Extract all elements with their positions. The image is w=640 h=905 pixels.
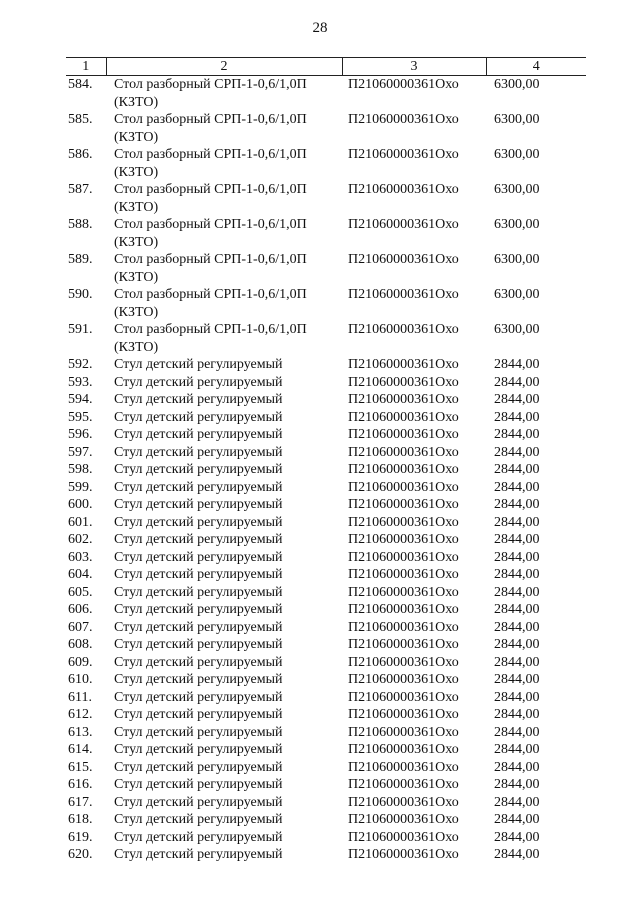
item-price: 2844,00: [494, 497, 540, 512]
column-header-1: 1: [66, 58, 106, 76]
row-number: 593.: [68, 374, 93, 390]
row-number: 597.: [68, 444, 93, 460]
item-price: 2844,00: [494, 619, 540, 635]
table-row: [66, 619, 586, 637]
item-code: П21060000361Охо: [348, 112, 459, 127]
item-name: Стул детский регулируемый: [114, 462, 283, 477]
row-number: 618.: [68, 812, 93, 827]
table-row: [66, 846, 586, 864]
row-number: 585.: [68, 112, 93, 127]
item-name: Стул детский регулируемый: [114, 724, 283, 740]
item-price: 2844,00: [494, 392, 540, 407]
table-row: [66, 794, 586, 812]
item-price: 2844,00: [494, 847, 540, 862]
table-row: [66, 514, 586, 532]
table-row: [66, 531, 586, 549]
item-name: Стул детский регулируемый: [114, 427, 283, 442]
item-code: П21060000361Охо: [348, 77, 459, 92]
table-row: [66, 724, 586, 742]
row-number: 596.: [68, 427, 93, 442]
item-price: 2844,00: [494, 514, 540, 530]
item-name: Стул детский регулируемый: [114, 567, 283, 582]
item-price: 2844,00: [494, 742, 540, 757]
table-body: [66, 76, 586, 864]
row-number: 587.: [68, 182, 93, 197]
item-code: П21060000361Охо: [348, 462, 459, 477]
row-number: 617.: [68, 794, 93, 810]
item-price: 6300,00: [494, 252, 540, 267]
item-name: Стул детский регулируемый: [114, 759, 283, 775]
row-number: 612.: [68, 707, 93, 722]
table-row: [66, 479, 586, 497]
table-row: [66, 444, 586, 462]
table-row: [66, 216, 586, 251]
table-row: [66, 111, 586, 146]
item-name: Стол разборный СРП-1-0,6/1,0П (КЗТО): [114, 287, 307, 320]
item-code: П21060000361Охо: [348, 602, 459, 617]
item-name: Стол разборный СРП-1-0,6/1,0П (КЗТО): [114, 217, 307, 250]
item-price: 6300,00: [494, 182, 540, 197]
item-name: Стул детский регулируемый: [114, 672, 283, 687]
item-price: 2844,00: [494, 794, 540, 810]
row-number: 609.: [68, 654, 93, 670]
table-row: [66, 706, 586, 724]
row-number: 591.: [68, 322, 93, 337]
item-price: 2844,00: [494, 427, 540, 442]
item-price: 6300,00: [494, 112, 540, 127]
item-code: П21060000361Охо: [348, 392, 459, 407]
page-number: 28: [312, 20, 328, 36]
row-number: 615.: [68, 759, 93, 775]
table-row: [66, 409, 586, 427]
row-number: 602.: [68, 532, 93, 547]
table-row: [66, 776, 586, 794]
row-number: 607.: [68, 619, 93, 635]
row-number: 586.: [68, 147, 93, 162]
row-number: 616.: [68, 777, 93, 792]
item-code: П21060000361Охо: [348, 584, 459, 600]
row-number: 600.: [68, 497, 93, 512]
table-row: [66, 829, 586, 847]
item-code: П21060000361Охо: [348, 409, 459, 425]
item-name: Стул детский регулируемый: [114, 637, 283, 652]
row-number: 599.: [68, 479, 93, 495]
item-price: 6300,00: [494, 287, 540, 302]
table-row: [66, 496, 586, 514]
table-row: [66, 759, 586, 777]
item-name: Стул детский регулируемый: [114, 357, 283, 372]
table-row: [66, 181, 586, 216]
table-row: [66, 566, 586, 584]
item-name: Стул детский регулируемый: [114, 514, 283, 530]
item-code: П21060000361Охо: [348, 514, 459, 530]
item-name: Стул детский регулируемый: [114, 532, 283, 547]
row-number: 595.: [68, 409, 93, 425]
item-price: 6300,00: [494, 147, 540, 162]
table-row: [66, 251, 586, 286]
item-code: П21060000361Охо: [348, 794, 459, 810]
item-price: 2844,00: [494, 759, 540, 775]
item-code: П21060000361Охо: [348, 252, 459, 267]
item-code: П21060000361Охо: [348, 567, 459, 582]
item-name: Стол разборный СРП-1-0,6/1,0П (КЗТО): [114, 112, 307, 145]
item-name: Стул детский регулируемый: [114, 392, 283, 407]
item-code: П21060000361Охо: [348, 672, 459, 687]
item-price: 2844,00: [494, 532, 540, 547]
item-price: 2844,00: [494, 602, 540, 617]
item-name: Стул детский регулируемый: [114, 549, 283, 565]
table-row: [66, 374, 586, 392]
item-code: П21060000361Охо: [348, 742, 459, 757]
item-code: П21060000361Охо: [348, 689, 459, 705]
item-price: 2844,00: [494, 812, 540, 827]
item-price: 2844,00: [494, 584, 540, 600]
row-number: 608.: [68, 637, 93, 652]
row-number: 589.: [68, 252, 93, 267]
item-code: П21060000361Охо: [348, 637, 459, 652]
item-price: 2844,00: [494, 707, 540, 722]
item-code: П21060000361Охо: [348, 147, 459, 162]
table-row: [66, 146, 586, 181]
item-price: 2844,00: [494, 462, 540, 477]
row-number: 601.: [68, 514, 93, 530]
item-price: 2844,00: [494, 777, 540, 792]
item-name: Стул детский регулируемый: [114, 497, 283, 512]
row-number: 594.: [68, 392, 93, 407]
row-number: 592.: [68, 357, 93, 372]
item-price: 6300,00: [494, 217, 540, 232]
item-price: 2844,00: [494, 689, 540, 705]
item-price: 6300,00: [494, 77, 540, 92]
item-price: 2844,00: [494, 549, 540, 565]
row-number: 614.: [68, 742, 93, 757]
item-code: П21060000361Охо: [348, 374, 459, 390]
item-name: Стул детский регулируемый: [114, 584, 283, 600]
item-price: 2844,00: [494, 567, 540, 582]
table-row: [66, 811, 586, 829]
item-code: П21060000361Охо: [348, 427, 459, 442]
table-row: [66, 426, 586, 444]
item-name: Стол разборный СРП-1-0,6/1,0П (КЗТО): [114, 182, 307, 215]
item-code: П21060000361Охо: [348, 479, 459, 495]
item-price: 2844,00: [494, 637, 540, 652]
item-name: Стол разборный СРП-1-0,6/1,0П (КЗТО): [114, 322, 307, 355]
item-code: П21060000361Охо: [348, 847, 459, 862]
row-number: 611.: [68, 689, 92, 705]
item-code: П21060000361Охо: [348, 707, 459, 722]
item-name: Стул детский регулируемый: [114, 619, 283, 635]
table-row: [66, 356, 586, 374]
item-code: П21060000361Охо: [348, 777, 459, 792]
row-number: 590.: [68, 287, 93, 302]
item-code: П21060000361Охо: [348, 444, 459, 460]
item-code: П21060000361Охо: [348, 724, 459, 740]
item-code: П21060000361Охо: [348, 497, 459, 512]
item-code: П21060000361Охо: [348, 357, 459, 372]
item-code: П21060000361Охо: [348, 322, 459, 337]
item-name: Стул детский регулируемый: [114, 794, 283, 810]
item-code: П21060000361Охо: [348, 287, 459, 302]
item-code: П21060000361Охо: [348, 182, 459, 197]
item-price: 2844,00: [494, 654, 540, 670]
item-price: 2844,00: [494, 444, 540, 460]
table-row: [66, 671, 586, 689]
item-price: 2844,00: [494, 479, 540, 495]
item-name: Стул детский регулируемый: [114, 374, 283, 390]
table-row: [66, 321, 586, 356]
row-number: 604.: [68, 567, 93, 582]
row-number: 606.: [68, 602, 93, 617]
table-row: [66, 584, 586, 602]
inventory-table: [66, 57, 586, 864]
item-code: П21060000361Охо: [348, 619, 459, 635]
item-name: Стул детский регулируемый: [114, 654, 283, 670]
item-code: П21060000361Охо: [348, 829, 459, 845]
item-code: П21060000361Охо: [348, 759, 459, 775]
row-number: 588.: [68, 217, 93, 232]
item-price: 2844,00: [494, 409, 540, 425]
item-name: Стул детский регулируемый: [114, 707, 283, 722]
item-name: Стул детский регулируемый: [114, 409, 283, 425]
item-code: П21060000361Охо: [348, 532, 459, 547]
table-row: [66, 689, 586, 707]
row-number: 620.: [68, 847, 93, 862]
item-name: Стол разборный СРП-1-0,6/1,0П (КЗТО): [114, 77, 307, 110]
item-name: Стул детский регулируемый: [114, 829, 283, 845]
row-number: 603.: [68, 549, 93, 565]
row-number: 619.: [68, 829, 93, 845]
item-name: Стул детский регулируемый: [114, 742, 283, 757]
row-number: 610.: [68, 672, 93, 687]
table-row: [66, 391, 586, 409]
item-price: 2844,00: [494, 374, 540, 390]
table-row: [66, 549, 586, 567]
item-price: 2844,00: [494, 724, 540, 740]
table-row: [66, 601, 586, 619]
item-name: Стул детский регулируемый: [114, 812, 283, 827]
item-name: Стул детский регулируемый: [114, 602, 283, 617]
item-price: 6300,00: [494, 322, 540, 337]
table-row: [66, 286, 586, 321]
table-row: [66, 741, 586, 759]
item-price: 2844,00: [494, 672, 540, 687]
table-row: [66, 654, 586, 672]
column-header-2: 2: [106, 58, 342, 76]
row-number: 584.: [68, 77, 93, 92]
item-price: 2844,00: [494, 829, 540, 845]
item-name: Стол разборный СРП-1-0,6/1,0П (КЗТО): [114, 147, 307, 180]
item-name: Стул детский регулируемый: [114, 689, 283, 705]
item-name: Стол разборный СРП-1-0,6/1,0П (КЗТО): [114, 252, 307, 285]
row-number: 598.: [68, 462, 93, 477]
item-price: 2844,00: [494, 357, 540, 372]
item-code: П21060000361Охо: [348, 654, 459, 670]
column-header-3: 3: [342, 58, 486, 76]
column-header-4: 4: [486, 58, 586, 76]
item-code: П21060000361Охо: [348, 217, 459, 232]
row-number: 613.: [68, 724, 93, 740]
table-header-row: [66, 58, 586, 76]
item-name: Стул детский регулируемый: [114, 479, 283, 495]
item-name: Стул детский регулируемый: [114, 847, 283, 862]
item-code: П21060000361Охо: [348, 549, 459, 565]
table-row: [66, 76, 586, 112]
table-row: [66, 461, 586, 479]
row-number: 605.: [68, 584, 93, 600]
item-name: Стул детский регулируемый: [114, 777, 283, 792]
item-code: П21060000361Охо: [348, 812, 459, 827]
item-name: Стул детский регулируемый: [114, 444, 283, 460]
table-row: [66, 636, 586, 654]
